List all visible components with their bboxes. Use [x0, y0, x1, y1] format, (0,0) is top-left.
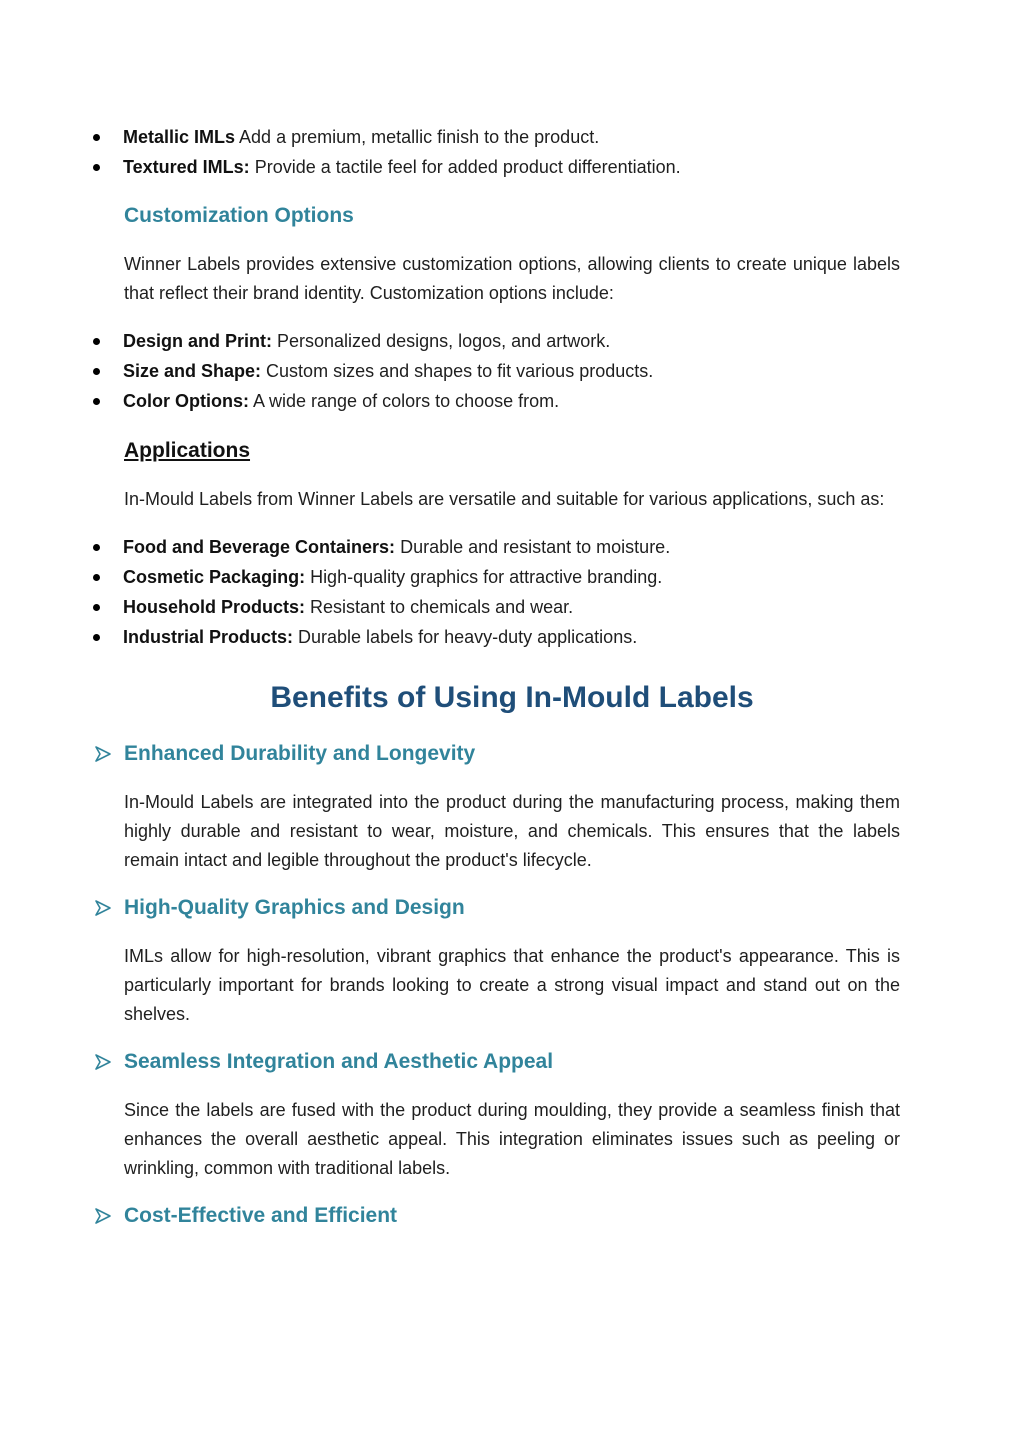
bullet-icon [93, 398, 100, 405]
bullet-icon [93, 368, 100, 375]
bullet-icon [93, 574, 100, 581]
list-item [61, 356, 899, 386]
list-item-term: Textured IMLs: [123, 157, 250, 177]
list-item-term: Household Products: [123, 597, 306, 617]
arrow-bullet-icon [94, 1053, 112, 1071]
bullet-icon [93, 134, 100, 141]
benefit-body-graphics: IMLs allow for high-resolution, vibrant graphics that enhance the product's appearance. This is particularly important for brands looking to create a strong visual impact and stand out on the shelves. [124, 946, 900, 1024]
applications-heading: Applications [124, 439, 251, 462]
list-item [61, 326, 899, 356]
customization-list [62, 326, 900, 416]
list-item [61, 562, 899, 592]
bullet-icon [93, 164, 100, 171]
list-item [61, 592, 899, 622]
list-item-text: Durable and resistant to moisture. [395, 537, 671, 557]
applications-intro: In-Mould Labels from Winner Labels are versatile and suitable for various applications, such as: [124, 489, 885, 509]
customization-intro: Winner Labels provides extensive customization options, allowing clients to create unique labels that reflect their brand identity. Customization options include: [124, 254, 900, 303]
list-item-term: Color Options: [123, 391, 249, 411]
benefit-body-integration: Since the labels are fused with the product during moulding, they provide a seamless finish that enhances the overall aesthetic appeal. This integration eliminates issues such as peeling or wrinkling, common with traditional labels. [124, 1100, 900, 1178]
arrow-bullet-icon [94, 899, 112, 917]
list-item-text: Custom sizes and shapes to fit various products. [261, 361, 654, 381]
list-item-text: Resistant to chemicals and wear. [305, 597, 574, 617]
list-item-term: Design and Print: [123, 331, 273, 351]
benefits-title: Benefits of Using In-Mould Labels [270, 681, 754, 714]
benefit-heading-text: Seamless Integration and Aesthetic Appeal [124, 1050, 554, 1073]
benefit-heading-integration [124, 1048, 900, 1076]
list-item [61, 532, 899, 562]
arrow-bullet-icon [94, 745, 112, 763]
benefit-heading-text: High-Quality Graphics and Design [124, 896, 465, 919]
bullet-icon [93, 634, 100, 641]
bullet-icon [93, 338, 100, 345]
list-item-text: Personalized designs, logos, and artwork. [272, 331, 611, 351]
list-item [61, 386, 899, 416]
list-item [61, 622, 899, 652]
finish-types-list [62, 122, 900, 182]
benefit-heading-graphics [124, 894, 900, 922]
list-item-term: Size and Shape: [123, 361, 262, 381]
benefit-heading-durability [124, 740, 900, 768]
applications-list [62, 532, 900, 652]
list-item-text: Durable labels for heavy-duty applications. [293, 627, 638, 647]
list-item-term: Food and Beverage Containers: [123, 537, 396, 557]
bullet-icon [93, 544, 100, 551]
list-item [61, 122, 899, 152]
list-item-text: A wide range of colors to choose from. [248, 391, 560, 411]
list-item-text: High-quality graphics for attractive branding. [305, 567, 663, 587]
benefit-heading-text: Cost-Effective and Efficient [124, 1204, 398, 1227]
customization-heading: Customization Options [124, 204, 354, 227]
list-item-term: Metallic IMLs [123, 127, 236, 147]
list-item-term: Cosmetic Packaging: [123, 567, 306, 587]
benefit-heading-text: Enhanced Durability and Longevity [124, 742, 476, 765]
bullet-icon [93, 604, 100, 611]
list-item-term: Industrial Products: [123, 627, 294, 647]
benefit-body-durability: In-Mould Labels are integrated into the product during the manufacturing process, making them highly durable and resistant to wear, moisture, and chemicals. This ensures that the labels remain intact and legible throughout the product's lifecycle. [124, 792, 900, 870]
list-item-text: Provide a tactile feel for added product differentiation. [249, 157, 681, 177]
arrow-bullet-icon [94, 1207, 112, 1225]
list-item-text: Add a premium, metallic finish to the product. [235, 127, 600, 147]
list-item [61, 152, 899, 182]
document-content [124, 122, 900, 1230]
benefit-heading-cost [124, 1202, 900, 1230]
